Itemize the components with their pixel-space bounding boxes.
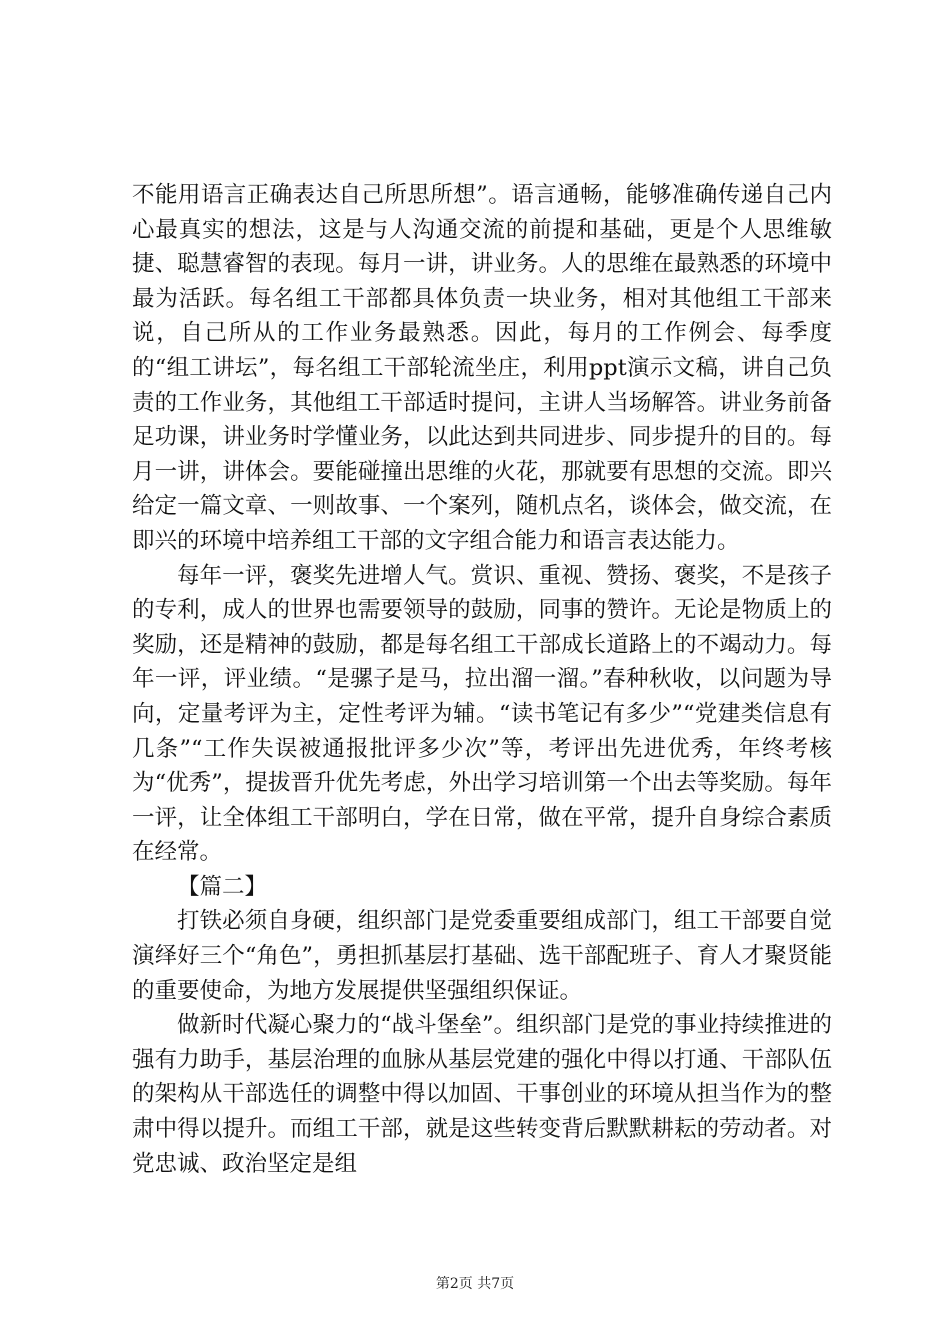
document-body <box>132 178 832 1181</box>
paragraph-2: 每年一评，褒奖先进增人气。赏识、重视、赞扬、褒奖，不是孩子的专利，成人的世界也需要领导的鼓励，同事的赞许。无论是物质上的奖励，还是精神的鼓励，都是每名组工干部成长道路上的不竭动力。每年一评，评业绩。“是骡子是马，拉出溜一溜。”春种秋收，以问题为导向，定量考评为主，定性考评为辅。“读书笔记有多少”“党建类信息有几条”“工作失误被通报批评多少次”等，考评出先进优秀，年终考核为“优秀”，提拔晋升优先考虑，外出学习培训第一个出去等奖励。每年一评，让全体组工干部明白，学在日常，做在平常，提升自身综合素质在经常。 <box>132 562 832 866</box>
paragraph-4: 做新时代凝心聚力的“战斗堡垒”。组织部门是党的事业持续推进的强有力助手，基层治理的血脉从基层党建的强化中得以打通、干部队伍的架构从干部选任的调整中得以加固、干事创业的环境从担当作为的整肃中得以提升。而组工干部，就是这些转变背后默默耕耘的劳动者。对党忠诚、政治坚定是组 <box>132 1012 832 1177</box>
section-heading: 【篇二】 <box>177 873 268 900</box>
paragraph-3: 打铁必须自身硬，组织部门是党委重要组成部门，组工干部要自觉演绎好三个“角色”，勇担抓基层打基础、选干部配班子、育人才聚贤能的重要使命，为地方发展提供坚强组织保证。 <box>132 908 832 1004</box>
page-number-footer: 第2页 共7页 <box>435 1276 515 1292</box>
paragraph-1: 不能用语言正确表达自己所思所想”。语言通畅，能够准确传递自己内心最真实的想法，这是与人沟通交流的前提和基础，更是个人思维敏捷、聪慧睿智的表现。每月一讲，讲业务。人的思维在最熟悉的环境中最为活跃。每名组工干部都具体负责一块业务，相对其他组工干部来说，自己所从的工作业务最熟悉。因此，每月的工作例会、每季度的“组工讲坛”，每名组工干部轮流坐庄，利用ppt演示文稿，讲自己负责的工作业务，其他组工干部适时提问，主讲人当场解答。讲业务前备足功课，讲业务时学懂业务，以此达到共同进步、同步提升的目的。每月一讲，讲体会。要能碰撞出思维的火花，那就要有思想的交流。即兴给定一篇文章、一则故事、一个案列，随机点名，谈体会，做交流，在即兴的环境中培养组工干部的文字组合能力和语言表达能力。 <box>132 182 832 554</box>
